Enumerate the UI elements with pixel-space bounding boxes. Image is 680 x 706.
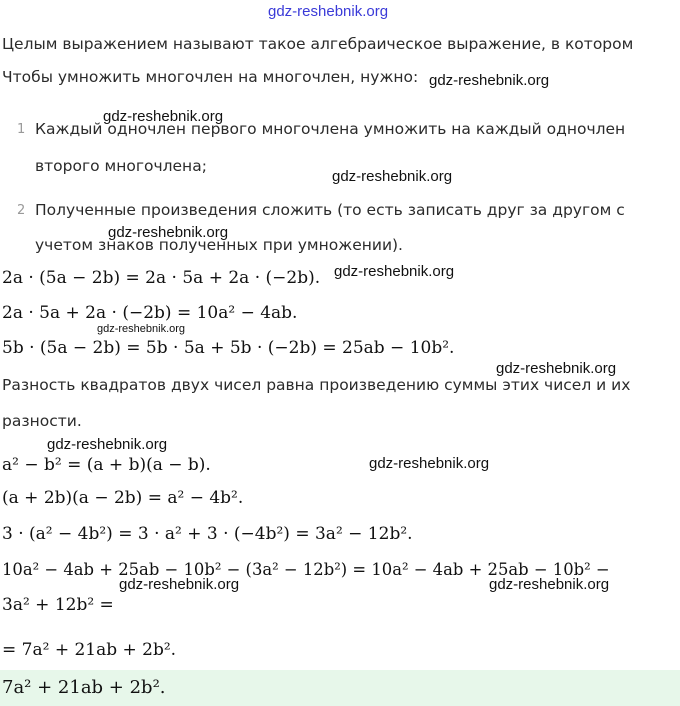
equation-7-line2: 3a² + 12b² = [2,595,114,615]
step-1-line2: второго многочлена; [35,157,207,175]
watermark: gdz-reshebnik.org [334,263,455,280]
watermark: gdz-reshebnik.org [429,72,550,89]
watermark: gdz-reshebnik.org [496,360,617,377]
watermark-top: gdz-reshebnik.org [268,3,389,20]
watermark: gdz-reshebnik.org [103,108,224,125]
equation-3: 5b · (5a − 2b) = 5b · 5a + 5b · (−2b) = 25ab − 10b². [2,338,455,358]
rule-text: Чтобы умножить многочлен на многочлен, нужно: [2,68,419,86]
watermark: gdz-reshebnik.org [47,436,168,453]
definition-text: Целым выражением называют такое алгебраическое выражение, в котором [2,35,634,53]
equation-5: (a + 2b)(a − 2b) = a² − 4b². [2,488,244,508]
step-2-line1: Полученные произведения сложить (то есть записать друг за другом с [35,201,625,219]
watermark: gdz-reshebnik.org [369,455,490,472]
difference-rule-line1: Разность квадратов двух чисел равна произведению суммы этих чисел и их [2,376,631,394]
watermark: gdz-reshebnik.org [108,224,229,241]
equation-1: 2a · (5a − 2b) = 2a · 5a + 2a · (−2b). [2,268,321,288]
watermark: gdz-reshebnik.org [97,323,186,335]
equation-4: a² − b² = (a + b)(a − b). [2,455,211,475]
equation-2: 2a · 5a + 2a · (−2b) = 10a² − 4ab. [2,303,298,323]
step-1-line1: Каждый одночлен первого многочлена умножить на каждый одночлен [35,120,626,138]
watermark: gdz-reshebnik.org [119,576,240,593]
watermark: gdz-reshebnik.org [332,168,453,185]
answer-expression: 7a² + 21ab + 2b². [2,677,166,698]
equation-7-line1: 10a² − 4ab + 25ab − 10b² − (3a² − 12b²) = 10a² − 4ab + 25ab − 10b² − [2,560,610,579]
equation-6: 3 · (a² − 4b²) = 3 · a² + 3 · (−4b²) = 3a² − 12b². [2,524,413,544]
step-number: 1 [17,122,26,137]
equation-8: = 7a² + 21ab + 2b². [2,640,177,660]
difference-rule-line2: разности. [2,412,82,430]
watermark: gdz-reshebnik.org [489,576,610,593]
step-2-line2: учетом знаков полученных при умножении). [35,236,403,254]
step-number: 2 [17,203,26,218]
